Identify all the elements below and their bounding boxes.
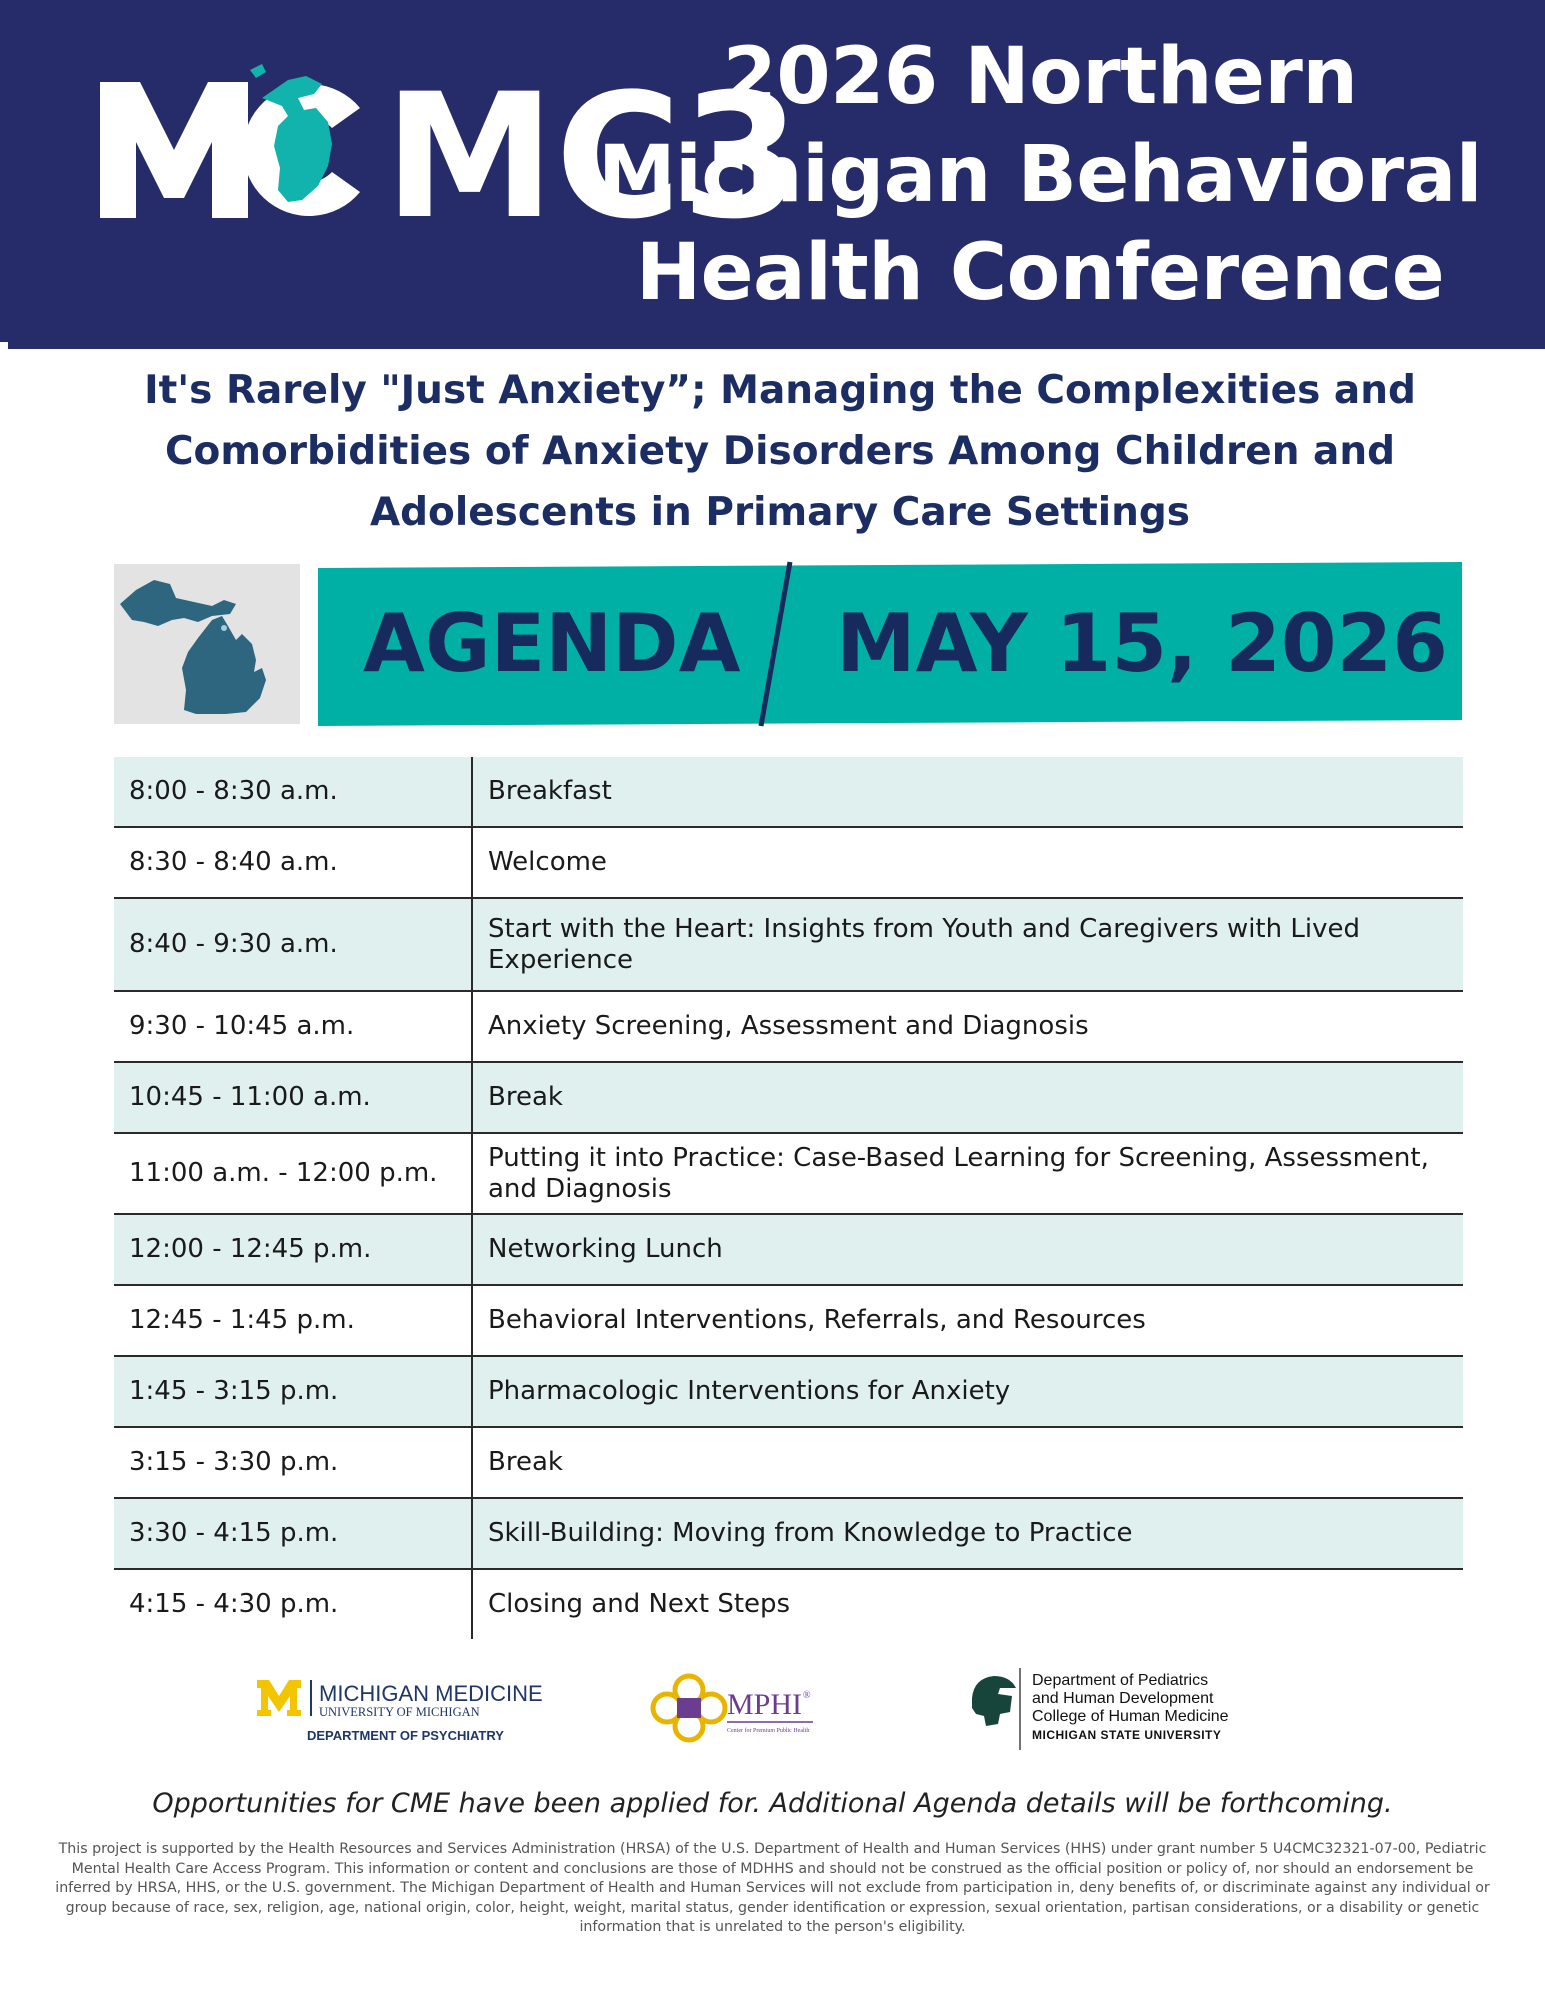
agenda-time: 8:00 - 8:30 a.m. — [114, 757, 472, 827]
spartan-helmet-icon — [972, 1676, 1016, 1726]
agenda-row — [114, 1356, 1463, 1427]
agenda-time: 12:00 - 12:45 p.m. — [114, 1214, 472, 1285]
agenda-session: Pharmacologic Interventions for Anxiety — [472, 1356, 1463, 1427]
msu-line: and Human Development — [1032, 1690, 1214, 1707]
agenda-row — [114, 1427, 1463, 1498]
agenda-time: 9:30 - 10:45 a.m. — [114, 991, 472, 1062]
agenda-session: Break — [472, 1062, 1463, 1133]
event-date: MAY 15, 2026 — [836, 597, 1448, 690]
agenda-time: 8:30 - 8:40 a.m. — [114, 827, 472, 898]
agenda-row — [114, 1133, 1463, 1214]
michigan-map-icon — [114, 564, 300, 724]
agenda-session: Closing and Next Steps — [488, 1589, 791, 1619]
agenda-time: 11:00 a.m. - 12:00 p.m. — [114, 1133, 472, 1214]
title-line: Michigan Behavioral — [597, 130, 1483, 220]
msu-text-block — [1032, 1672, 1229, 1744]
agenda-row — [114, 1062, 1463, 1133]
cme-note: Opportunities for CME have been applied for. Additional Agenda details will be forthcoming. — [152, 1788, 1393, 1819]
agenda-time: 8:40 - 9:30 a.m. — [114, 898, 472, 991]
agenda-time: 1:45 - 3:15 p.m. — [114, 1356, 472, 1427]
agenda-session: Break — [472, 1427, 1463, 1498]
agenda-row — [114, 898, 1463, 991]
agenda-row — [114, 1569, 1463, 1639]
funding-disclaimer: This project is supported by the Health Resources and Services Administration (HRSA) of the U.S. Department of Health and Human Services (HHS) under grant number 5 U4CMC32321-07-00, Pediatric Mental Health Care Access Program. This information or content and conclusions are those of MDHHS and should not be construed as the official position or policy of, nor should an endorsement be inferred by HRSA, HHS, or the U.S. government. The Michigan Department of Health and Human Services will not exclude from participation in, deny benefits of, or discriminate against any individual or group because of race, sex, religion, age, national origin, color, height, weight, marital status, gender identification or expression, sexual orientation, partisan considerations, or a disability or genetic information that is unrelated to the person's eligibility. — [55, 1841, 1490, 1935]
michigan-map-box — [114, 564, 300, 724]
header-notch — [0, 342, 8, 349]
subtitle-line: Adolescents in Primary Care Settings — [369, 490, 1191, 535]
mphi-name: MPHI — [727, 1688, 803, 1721]
agenda-session: Skill-Building: Moving from Knowledge to Practice — [472, 1498, 1463, 1569]
agenda-row — [114, 1214, 1463, 1285]
agenda-session: Behavioral Interventions, Referrals, and Resources — [472, 1285, 1463, 1356]
michigan-medicine-logo — [255, 1674, 555, 1744]
title-line: 2026 Northern — [722, 32, 1358, 122]
conference-title — [560, 28, 1520, 322]
agenda-time: 12:45 - 1:45 p.m. — [114, 1285, 472, 1356]
agenda-session: Breakfast — [472, 757, 1463, 827]
header-banner — [0, 0, 1545, 349]
agenda-time: 3:30 - 4:15 p.m. — [114, 1498, 472, 1569]
agenda-row — [114, 1285, 1463, 1356]
subtitle-line: It's Rarely "Just Anxiety”; Managing the Complexities and — [144, 368, 1416, 413]
um-dept: DEPARTMENT OF PSYCHIATRY — [307, 1728, 504, 1743]
mphi-tagline: Center for Premium Public Health — [727, 1728, 810, 1734]
um-sub: UNIVERSITY OF MICHIGAN — [319, 1705, 480, 1719]
mc3-logo — [92, 50, 802, 257]
agenda-label: AGENDA — [363, 597, 741, 690]
msu-line: College of Human Medicine — [1032, 1708, 1229, 1725]
msu-line: Department of Pediatrics — [1032, 1672, 1209, 1689]
agenda-session: Welcome — [472, 827, 1463, 898]
msu-line: MICHIGAN STATE UNIVERSITY — [1032, 1728, 1222, 1742]
agenda-table — [114, 757, 1463, 1639]
agenda-time: 4:15 - 4:30 p.m. — [114, 1569, 472, 1639]
agenda-row — [114, 757, 1463, 827]
agenda-session: Networking Lunch — [472, 1214, 1463, 1285]
title-line: Health Conference — [635, 228, 1445, 318]
agenda-row — [114, 991, 1463, 1062]
agenda-row — [114, 827, 1463, 898]
agenda-row — [114, 1498, 1463, 1569]
msu-pediatrics-logo — [962, 1664, 1292, 1754]
mphi-logo — [645, 1668, 820, 1748]
agenda-session: Start with the Heart: Insights from Youth and Caregivers with Lived Experience — [472, 898, 1463, 991]
agenda-time: 3:15 - 3:30 p.m. — [114, 1427, 472, 1498]
mphi-mark: ® — [803, 1690, 811, 1701]
agenda-session: Anxiety Screening, Assessment and Diagnosis — [472, 991, 1463, 1062]
session-subtitle — [130, 360, 1430, 543]
agenda-session: Putting it into Practice: Case-Based Learning for Screening, Assessment, and Diagnosis — [472, 1133, 1463, 1214]
agenda-time: 10:45 - 11:00 a.m. — [114, 1062, 472, 1133]
agenda-banner — [318, 562, 1462, 726]
um-name: MICHIGAN MEDICINE — [319, 1681, 543, 1706]
logo-text: MC3 — [384, 56, 802, 257]
subtitle-line: Comorbidities of Anxiety Disorders Among Children and — [164, 429, 1396, 474]
